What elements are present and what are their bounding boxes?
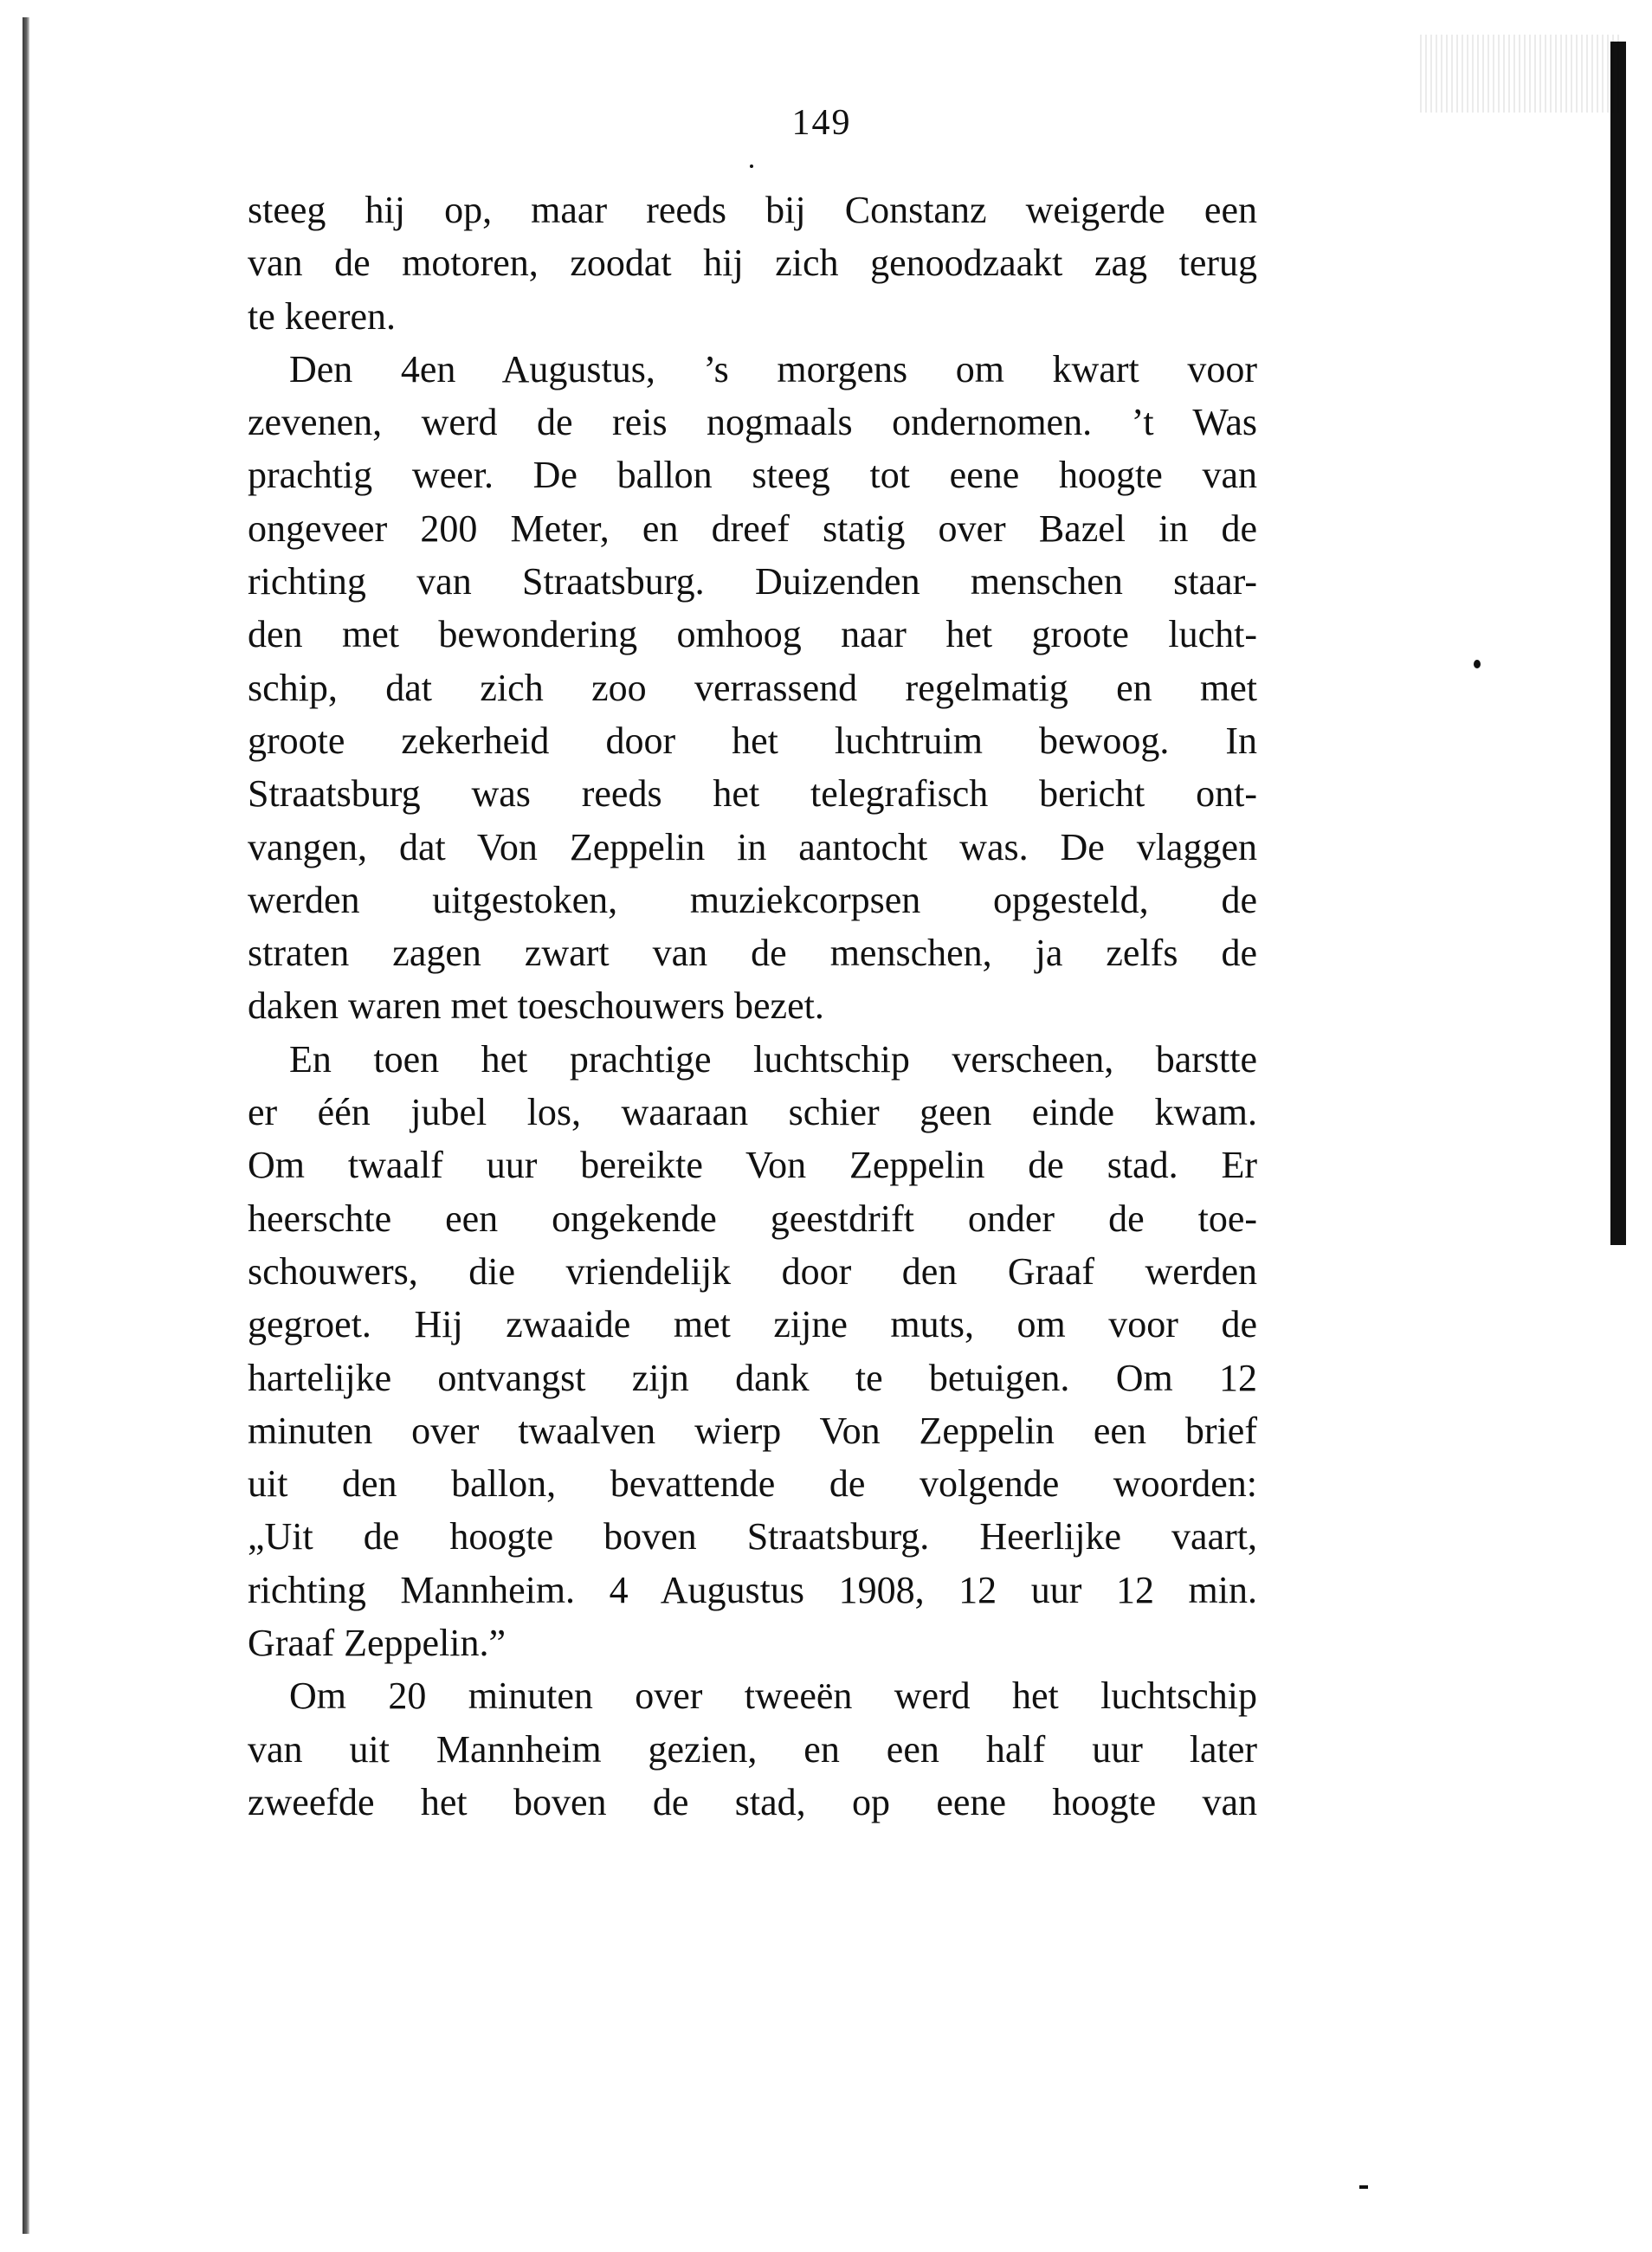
text-line: straten zagen zwart van de menschen, ja zelfs de (248, 932, 1257, 975)
scan-noise (1420, 35, 1619, 113)
scan-speck (1474, 660, 1481, 668)
text-line: hartelijke ontvangst zijn dank te betuigen. Om 12 (248, 1356, 1257, 1399)
scan-speck (750, 165, 753, 168)
text-line: „Uit de hoogte boven Straatsburg. Heerlijke vaart, (248, 1515, 1257, 1558)
text-line: ongeveer 200 Meter, en dreef statig over Bazel in de (248, 507, 1257, 550)
text-line: steeg hij op, maar reeds bij Constanz weigerde een (248, 189, 1257, 231)
page-number: 149 (791, 103, 852, 143)
text-line: prachtig weer. De ballon steeg tot eene hoogte van (248, 454, 1257, 497)
paragraph (248, 1669, 1257, 1829)
text-line: er één jubel los, waaraan schier geen einde kwam. (248, 1091, 1257, 1134)
text-line: den met bewondering omhoog naar het groote lucht- (248, 613, 1257, 656)
text-line: te keeren. (248, 294, 396, 338)
paragraph (248, 343, 1257, 1033)
text-line: schip, dat zich zoo verrassend regelmatig en met (248, 666, 1257, 709)
text-line: En toen het prachtige luchtschip verscheen, barstte (289, 1037, 1257, 1081)
text-line: van de motoren, zoodat hij zich genoodzaakt zag terug (248, 242, 1257, 285)
text-line: schouwers, die vriendelijk door den Graaf werden (248, 1249, 1257, 1293)
text-line: van uit Mannheim gezien, en een half uur later (248, 1727, 1257, 1771)
text-line: heerschte een ongekende geestdrift onder de toe- (248, 1197, 1257, 1240)
text-line: richting Mannheim. 4 Augustus 1908, 12 uur 12 min. (248, 1568, 1257, 1611)
text-line: Graaf Zeppelin.” (248, 1622, 507, 1665)
text-line: zevenen, werd de reis nogmaals ondernomen. ’t Was (248, 401, 1257, 444)
text-line: daken waren met toeschouwers bezet. (248, 984, 824, 1028)
body-text (248, 184, 1257, 1829)
text-line: vangen, dat Von Zeppelin in aantocht was. De vlaggen (248, 825, 1257, 868)
scan-border-right (1610, 42, 1626, 1245)
text-line: minuten over twaalven wierp Von Zeppelin een brief (248, 1409, 1257, 1452)
scan-speck (1359, 2185, 1368, 2189)
paragraph (248, 184, 1257, 343)
text-line: groote zekerheid door het luchtruim bewoog. In (248, 719, 1257, 762)
text-line: zweefde het boven de stad, op eene hoogte van (248, 1780, 1257, 1823)
text-line: Om 20 minuten over tweeën werd het luchtschip (289, 1674, 1257, 1718)
text-line: uit den ballon, bevattende de volgende woorden: (248, 1462, 1257, 1506)
paragraph (248, 1033, 1257, 1670)
text-line: werden uitgestoken, muziekcorpsen opgesteld, de (248, 878, 1257, 921)
text-line: gegroet. Hij zwaaide met zijne muts, om voor de (248, 1303, 1257, 1346)
text-line: Om twaalf uur bereikte Von Zeppelin de stad. Er (248, 1144, 1257, 1187)
text-line: richting van Straatsburg. Duizenden menschen staar- (248, 560, 1257, 603)
text-line: Straatsburg was reeds het telegrafisch bericht ont- (248, 772, 1257, 816)
text-line: Den 4en Augustus, ’s morgens om kwart voor (289, 347, 1257, 390)
scan-border-left (23, 17, 29, 2234)
